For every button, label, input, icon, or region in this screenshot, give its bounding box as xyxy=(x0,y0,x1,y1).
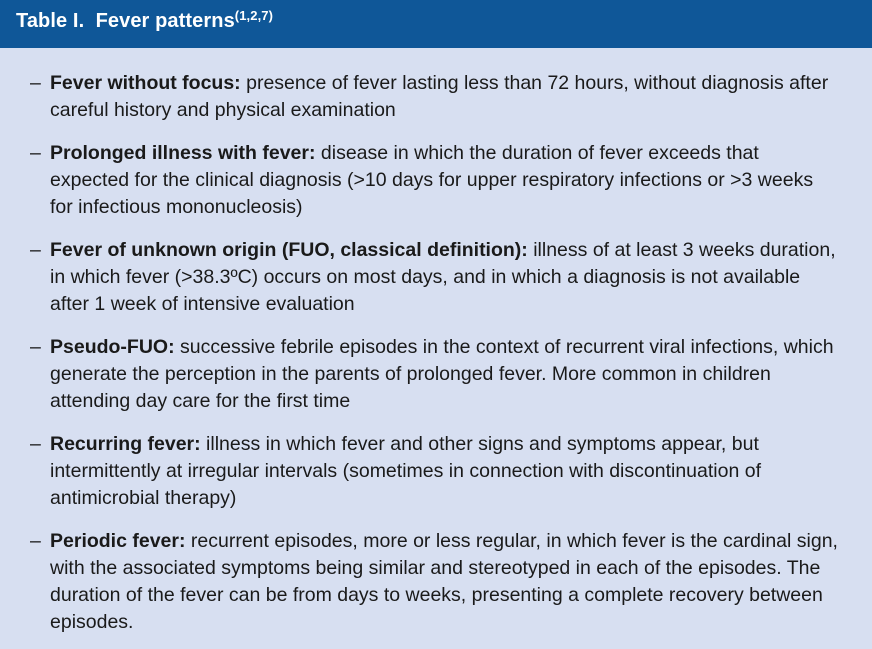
term-definition: recurrent episodes, more or less regular, in which fever is the cardinal sign, with the associated symptoms being similar and stereotyped in each of the episodes. The duration of the fever can be from days to weeks, presenting a complete recovery between episodes. xyxy=(50,530,838,633)
term-label: Periodic fever: xyxy=(50,530,186,552)
term-label: Pseudo-FUO: xyxy=(50,336,175,358)
list-item-periodic-fever xyxy=(30,528,838,636)
list-dash: – xyxy=(30,239,41,261)
table-header xyxy=(0,0,872,48)
list-item-pseudo-fuo xyxy=(30,334,838,415)
term-label: Fever without focus: xyxy=(50,72,241,94)
list-dash: – xyxy=(30,142,41,164)
table-body xyxy=(0,48,872,636)
term-definition: illness in which fever and other signs and symptoms appear, but intermittently at irregular intervals (sometimes in connection with discontinuation of antimicrobial therapy) xyxy=(50,433,761,509)
list-item-prolonged-illness xyxy=(30,140,838,221)
list-item-recurring-fever xyxy=(30,431,838,512)
term-label: Fever of unknown origin (FUO, classical definition): xyxy=(50,239,528,261)
term-label: Prolonged illness with fever: xyxy=(50,142,316,164)
table-label: Table I. xyxy=(16,10,85,32)
table-title: Fever patterns xyxy=(95,10,235,32)
term-definition: illness of at least 3 weeks duration, in which fever (>38.3ºC) occurs on most days, and in which a diagnosis is not available after 1 week of intensive evaluation xyxy=(50,239,836,315)
list-dash: – xyxy=(30,433,41,455)
table-references: (1,2,7) xyxy=(234,8,274,23)
list-dash: – xyxy=(30,336,41,358)
list-dash: – xyxy=(30,530,41,552)
term-label: Recurring fever: xyxy=(50,433,201,455)
list-dash: – xyxy=(30,72,41,94)
list-item-fuo xyxy=(30,237,838,318)
term-definition: disease in which the duration of fever exceeds that expected for the clinical diagnosis (>10 days for upper respiratory infections or >3 weeks for infectious mononucleosis) xyxy=(50,142,814,218)
list-item-fever-without-focus xyxy=(30,70,838,124)
term-definition: successive febrile episodes in the context of recurrent viral infections, which generate the perception in the parents of prolonged fever. More common in children attending day care for the first time xyxy=(50,336,834,412)
term-definition: presence of fever lasting less than 72 hours, without diagnosis after careful history and physical examination xyxy=(50,72,829,121)
